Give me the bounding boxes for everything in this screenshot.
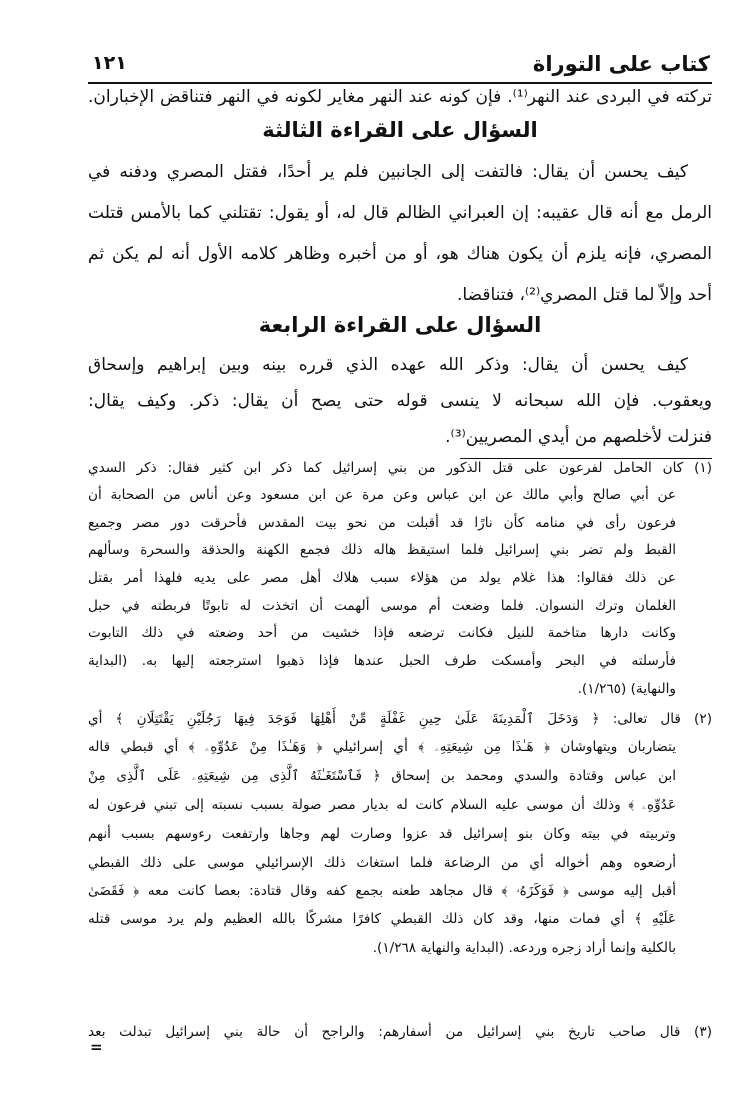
footnote-line: الغلمان وترك النسوان. فلما وضعت أم موسى ألهمت أن اتخذت له تابوتًا فربطته في حبل — [88, 598, 676, 614]
section4-line: فنزلت لأخلصهم من أيدي المصريين⁽³⁾. — [445, 427, 712, 447]
section3-line: الرمل مع أنه قال عقيبه: إن العبراني الظالم قال له، أو يقول: تقتلني كما بالأمس قتلت — [88, 203, 712, 223]
section3-line: كيف يحسن أن يقال: فالتفت إلى الجانبين فلم ير أحدًا، فقتل المصري ودفنه في — [88, 162, 688, 182]
footnote-line: فرعون رأى في منامه كأن نارًا قد أقبلت من نحو بيت المقدس فأحرقت دور مصر وجميع — [88, 515, 676, 531]
footnote-line: وتربيته في بيته وكان بنو إسرائيل قد عزوا وصارت لهم وجاها وارتفعت رءوسهم بسبب أنهم — [88, 826, 676, 842]
footnote-line: عن أبي صالح وأبي مالك عن ابن عباس وعن مرة عن ابن مسعود وعن أناس من الصحابة أن — [88, 487, 676, 503]
footnote-line: (٣) قال صاحب تاريخ بني إسرائيل من أسفارهم: والراجح أن حالة بني إسرائيل تبدلت بعد — [88, 1024, 712, 1040]
running-title: كتاب على التوراة — [532, 52, 710, 76]
footnote-line: عَدُوِّهِۦ ﴾ وذلك أن موسى عليه السلام كانت له بديار مصر صولة بسبب نسبته إلى تبني فرعون له — [88, 797, 676, 813]
section4-heading: السؤال على القراءة الرابعة — [258, 313, 542, 337]
footnote-line: عَلَيْهِ ﴾ أي فمات منها، وقد كان ذلك القبطي كافرًا مشركًا بالله العظيم ولم يرد موسى قتله — [88, 911, 676, 927]
intro-line: تركته في البردى عند النهر⁽¹⁾. فإن كونه عند النهر مغاير لكونه في النهر فتناقض الإخباران. — [88, 87, 712, 107]
footnote-line: وكانت دارها متاخمة للنيل فكانت ترضعه فإذا خشيت من أحد وضعته في ذلك التابوت — [88, 625, 676, 641]
section3-line: المصري، فإنه يلزم أن يكون هناك هو، أو من أخبره وظاهر كلامه الأول أنه لم يكن ثم — [88, 244, 712, 264]
section4-line: ويعقوب. فإن الله سبحانه لا ينسى قوله حتى يصح أن يقال: ذكر. وكيف يقال: — [88, 391, 712, 411]
footnote-line: ابن عباس وقتادة والسدي ومحمد بن إسحاق ﴿ فَٱسْتَغَـٰثَهُ ٱلَّذِى مِن شِيعَتِهِۦ عَلَى ٱلَّذِى مِنْ — [88, 768, 676, 784]
section3-line: أحد وإلاّ لما قتل المصري⁽²⁾، فتناقضا. — [457, 285, 712, 305]
footnote-line: بالكلية وإنما أراد زجره وردعه. (البداية والنهاية ١/٢٦٨). — [372, 940, 676, 956]
footnote-line: القبط ولم تضر بني إسرائيل فلما استيقظ هاله ذلك فجمع الكهنة والحذقة والسحرة وسألهم — [88, 542, 676, 558]
footnote-line: فأرسلته في البحر وأمسكت طرف الحبل عندها فإذا ذهبوا استرجعته إليها به. (البداية — [88, 653, 676, 669]
footnote-line: والنهاية) (١/٢٦٥). — [577, 681, 676, 697]
footnote-line: (٢) قال تعالى: ﴿ وَدَخَلَ ٱلْمَدِينَةَ عَلَىٰ حِينِ غَفْلَةٍ مِّنْ أَهْلِهَا فَوَجَدَ فِيهَا رَجُلَيْنِ يَقْتَتِلَانِ ﴾ أي — [88, 711, 712, 727]
footnote-line: (١) كان الحامل لفرعون على قتل الذكور من بني إسرائيل كما ذكر ابن كثير فقال: ذكر السدي — [88, 460, 712, 476]
page-number: ١٢١ — [92, 52, 127, 74]
footnote-line: أرضعوه وهم أخواله أي من الرضاعة فلما استغاث ذلك الإسرائيلي موسى على ذلك القبطي — [88, 855, 676, 871]
continuation-mark: = — [90, 1038, 103, 1056]
footnote-line: أقبل إليه موسى ﴿ فَوَكَزَهُۥ ﴾ قال مجاهد طعنه بجمع كفه وقال قتادة: بعصا كانت معه ﴿ فَقَضَىٰ — [88, 883, 676, 899]
footnote-line: عن ذلك فقالوا: هذا غلام يولد من هؤلاء سبب هلاك أهل مصر على يديه فلهذا أمر بقتل — [88, 570, 676, 586]
section3-heading: السؤال على القراءة الثالثة — [262, 118, 538, 142]
section4-line: كيف يحسن أن يقال: وذكر الله عهده الذي قرره بينه وبين إبراهيم وإسحاق — [88, 355, 688, 375]
footnote-line: يتضاربان ويتهاوشان ﴿ هَـٰذَا مِن شِيعَتِهِۦ ﴾ أي إسرائيلي ﴿ وَهَـٰذَا مِنْ عَدُوِّهِۦ ﴾ أي قبطي قاله — [88, 739, 676, 755]
